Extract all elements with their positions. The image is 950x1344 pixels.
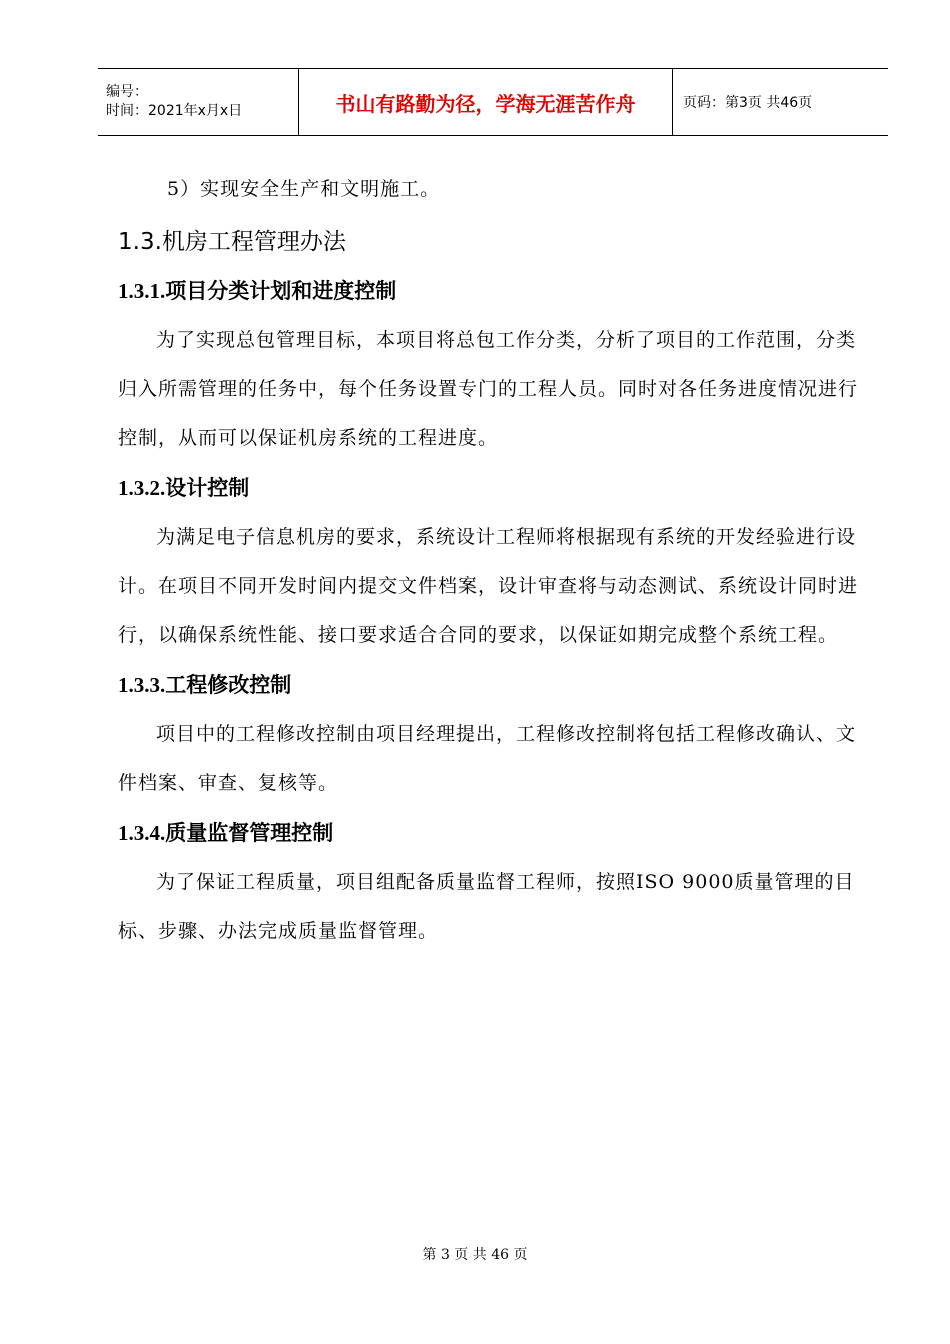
section-title: 1.3.机房工程管理办法 bbox=[118, 229, 346, 255]
paragraph-1-3-1: 为了实现总包管理目标，本项目将总包工作分类，分析了项目的工作范围，分类归入所需管理的任务中，每个任务设置专门的工程人员。同时对各任务进度情况进行控制，从而可以保证机房系统的工程进度。 bbox=[118, 329, 859, 449]
header-motto: 书山有路勤为径，学海无涯苦作舟 bbox=[299, 69, 673, 135]
header-page-info: 页码：第3页 共46页 bbox=[683, 95, 813, 111]
page-header bbox=[98, 68, 888, 136]
header-meta bbox=[98, 69, 299, 135]
paragraph-1-3-3: 项目中的工程修改控制由项目经理提出，工程修改控制将包括工程修改确认、文件档案、审查、复核等。 bbox=[118, 723, 857, 794]
subsection-title-1-3-2: 1.3.2.设计控制 bbox=[118, 476, 250, 500]
subsection-title-1-3-4: 1.3.4.质量监督管理控制 bbox=[118, 821, 334, 845]
paragraph-1-3-2: 为满足电子信息机房的要求，系统设计工程师将根据现有系统的开发经验进行设计。在项目不同开发时间内提交文件档案，设计审查将与动态测试、系统设计同时进行，以确保系统性能、接口要求适合合同的要求，以保证如期完成整个系统工程。 bbox=[118, 526, 859, 646]
subsection-title-1-3-3: 1.3.3.工程修改控制 bbox=[118, 673, 292, 697]
document-body bbox=[118, 165, 868, 956]
document-time: 时间：2021年x月x日 bbox=[106, 103, 243, 119]
document-number-label: 编号： bbox=[106, 84, 148, 100]
subsection-title-1-3-1: 1.3.1.项目分类计划和进度控制 bbox=[118, 279, 397, 303]
list-item-5: 5）实现安全生产和文明施工。 bbox=[167, 178, 441, 200]
page-footer: 第 3 页 共 46 页 bbox=[422, 1247, 528, 1263]
paragraph-1-3-4: 为了保证工程质量，项目组配备质量监督工程师，按照ISO 9000质量管理的目标、步骤、办法完成质量监督管理。 bbox=[118, 871, 855, 942]
